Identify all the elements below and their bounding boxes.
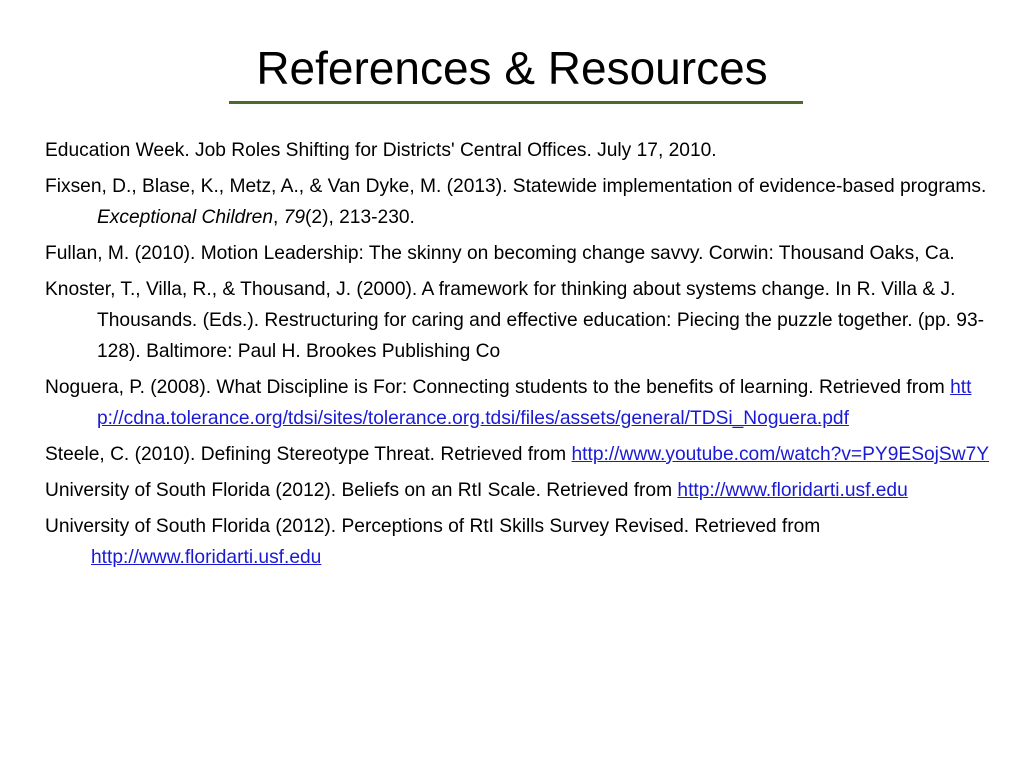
reference-link-steele[interactable]: http://www.youtube.com/watch?v=PY9ESojSw7Y [571,444,990,465]
reference-volume: 79 [283,207,306,228]
reference-text: University of South Florida (2012). Beliefs on an RtI Scale. Retrieved from [45,480,673,501]
reference-link-usf-perceptions[interactable]: http://www.floridarti.usf.edu [91,547,322,568]
reference-usf-perceptions [45,511,995,573]
reference-link-noguera[interactable]: http://cdna.tolerance.org/tdsi/sites/tolerance.org.tdsi/files/assets/general/TDSi_Noguera.pdf [97,377,972,429]
reference-text: Fixsen, D., Blase, K., Metz, A., & Van Dyke, M. (2013). Statewide implementation of evidence-based programs. [45,176,987,197]
reference-journal: Exceptional Children [97,207,273,228]
reference-text-after: (2), 213-230. [305,207,415,228]
reference-text: Fullan, M. (2010). Motion Leadership: The skinny on becoming change savvy. Corwin: Thousand Oaks, Ca. [45,243,955,264]
reference-knoster [45,274,995,367]
reference-link-usf-beliefs[interactable]: http://www.floridarti.usf.edu [677,480,908,501]
reference-steele [45,439,995,470]
reference-text: University of South Florida (2012). Perceptions of RtI Skills Survey Revised. Retrieved from [45,516,821,537]
reference-fixsen [45,171,995,233]
reference-noguera [45,372,995,434]
reference-usf-beliefs [45,475,995,506]
reference-text: Noguera, P. (2008). What Discipline is For: Connecting students to the benefits of learning. Retrieved from [45,377,945,398]
reference-education-week [45,135,995,166]
reference-text: Education Week. Job Roles Shifting for Districts' Central Offices. July 17, 2010. [45,140,717,161]
reference-text: Steele, C. (2010). Defining Stereotype Threat. Retrieved from [45,444,567,465]
title-underline [229,101,803,104]
reference-fullan [45,238,995,269]
reference-separator: , [273,207,284,228]
reference-text: Knoster, T., Villa, R., & Thousand, J. (2000). A framework for thinking about systems change. In R. Villa & J. Thousands. (Eds.). Restructuring for caring and effective education: Piecing the puzzle together. (pp. 93-128). Baltimore: Paul H. Brookes Publishing Co [45,279,985,362]
reference-list [45,135,995,573]
slide-title: References & Resources [256,42,768,94]
